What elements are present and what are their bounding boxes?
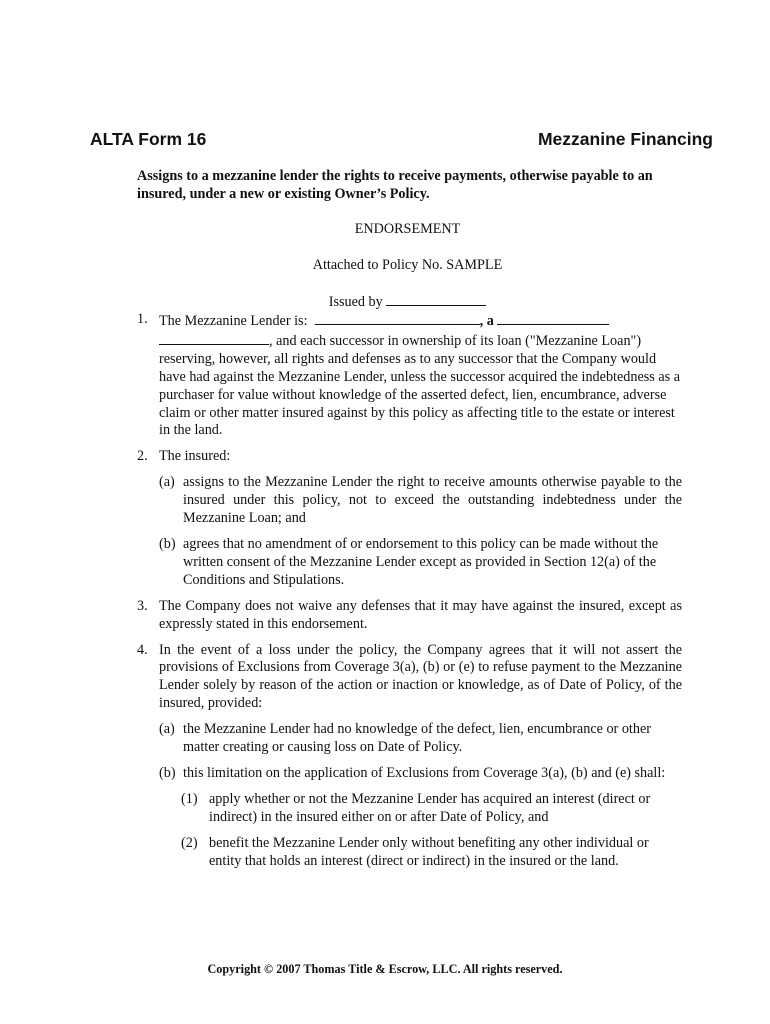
section-4b: (b) this limitation on the application of Exclusions from Coverage 3(a), (b) and (e) shall: (159, 764, 666, 781)
lender-state-blank (159, 331, 269, 345)
section-2a: (a) assigns to the Mezzanine Lender the right to receive amounts otherwise payable to the insured under this policy, not to exceed the outstanding indebtedness under the Mezzanine Loan; and (159, 474, 682, 527)
section-2 (137, 448, 682, 466)
section-number: 2. (137, 448, 148, 465)
issued-by-line (0, 292, 770, 311)
form-title: ALTA Form 16 (90, 129, 207, 149)
form-subject: Mezzanine Financing (537, 129, 713, 149)
section-3 (137, 598, 682, 634)
section-1 (137, 311, 682, 440)
section-4a: (a) the Mezzanine Lender had no knowledge of the defect, lien, encumbrance or other matter creating or causing loss on Date of Policy. (159, 721, 651, 756)
lender-type-blank (497, 311, 609, 325)
section-number: 1. (137, 311, 148, 327)
section-text: The Mezzanine Lender is: , a , and each successor in ownership of its loan ("Mezzanine Loan") reserving, however, all rights and defenses as to any successor that the Company would have had against the Mezzanine Lender, unless the successor acquired the indebtedness as a purchaser for value without knowledge of the asserted defect, lien, encumbrance, adverse claim or other matter insured against by this policy as affecting title to the estate or interest in the land. (159, 313, 681, 439)
section-2b: (b) agrees that no amendment of or endorsement to this policy can be made without the written consent of the Mezzanine Lender except as provided in Section 12(a) of the Conditions and Stipulations. (159, 535, 659, 588)
endorsement-summary: Assigns to a mezzanine lender the rights to receive payments, otherwise payable to an insured, under a new or existing Owner’s Policy. (137, 168, 653, 202)
section-4b-2: (2) benefit the Mezzanine Lender only without benefiting any other individual or entity that holds an interest (direct or indirect) in the insured or the land. (181, 834, 649, 869)
section-4b-1: (1) apply whether or not the Mezzanine Lender has acquired an interest (direct or indirect) in the insured either on or after Date of Policy, and (181, 790, 651, 825)
section-text: In the event of a loss under the policy, the Company agrees that it will not assert the provisions of Exclusions from Coverage 3(a), (b) or (e) to refuse payment to the Mezzanine Lender solely by reason of the action or inaction or knowledge, as of Date of Policy, of the insured, provided: (159, 641, 682, 712)
section-4 (137, 642, 682, 714)
lender-name-blank (315, 311, 480, 325)
section-number: 4. (137, 641, 148, 658)
section-number: 3. (137, 597, 148, 614)
endorsement-heading: ENDORSEMENT (354, 221, 461, 237)
issuer-blank (386, 292, 486, 306)
endorsement-body (137, 311, 682, 878)
section-text: The insured: (159, 448, 231, 465)
copyright-footer: Copyright © 2007 Thomas Title & Escrow, LLC. All rights reserved. (207, 962, 563, 976)
section-text: The Company does not waive any defenses that it may have against the insured, except as expressly stated in this endorsement. (159, 597, 682, 632)
issued-by-label: Issued by (328, 294, 383, 310)
attached-policy-line: Attached to Policy No. SAMPLE (312, 257, 503, 273)
